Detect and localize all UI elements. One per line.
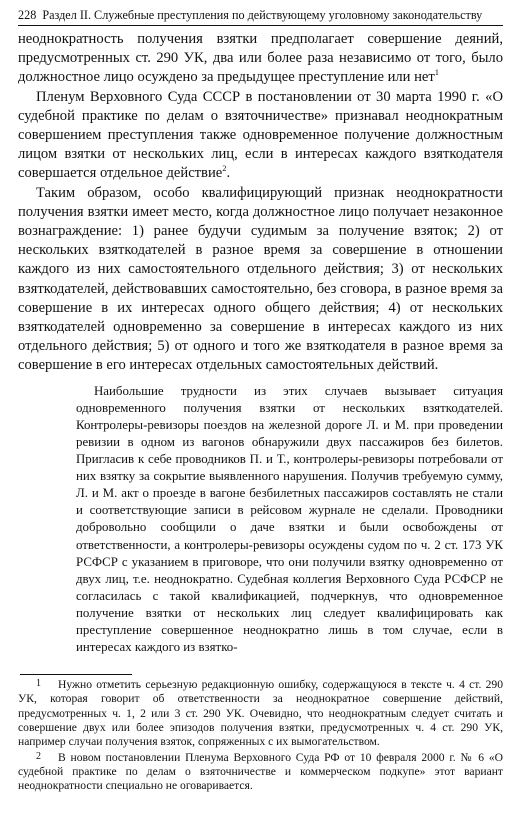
footnote-reference[interactable]: 2	[222, 163, 227, 174]
footnote	[18, 677, 503, 749]
footnote-marker: 2	[36, 750, 41, 762]
page-number: 228	[18, 8, 37, 22]
footnote-marker: 1	[36, 678, 41, 690]
running-header	[18, 8, 503, 26]
footnote-text: В новом постановлении Пленума Верховного Суда РФ от 10 февраля 2000 г. № 6 «О судебной практике по делам о взяточничестве и коммерческом подкупе» этот вариант неоднократности специально не оговаривается.	[18, 750, 503, 793]
paragraph	[18, 30, 503, 88]
footnote	[18, 750, 503, 794]
footnote-divider	[20, 674, 132, 675]
paragraph-end: .	[226, 165, 231, 182]
footnote-reference[interactable]: 1	[434, 67, 440, 78]
case-example	[76, 383, 503, 657]
paragraph-text: Пленум Верховного Суда СССР в постановлении от 30 марта 1990 г. «О судебной практике по делам о взяточничестве» признавал неоднократным совершением преступления также одновременное получение должностным лицом взятки от нескольких лиц, если в интересах каждого взяткодателя совершается отдельное действие	[18, 88, 503, 182]
paragraph	[18, 88, 503, 184]
main-text	[18, 30, 503, 376]
paragraph: Таким образом, особо квалифицирующий признак неоднократности получения взятки имеет место, когда должностное лицо получает незаконное вознаграждение: 1) ранее будучи судимым за получение взяток; 2) от нескольких взяткодателей в разное время за совершение в отношении каждого из них самостоятельного отдельного действия; 3) от нескольких взяткодателей, действовавших самостоятельно, без сговора, в разное время за совершение в их интересах одного общего действия; 4) от нескольких взяткодателей одновременно за совершение в интересах каждого из них отдельного действия; 5) от одного и того же взяткодателя в разное время за совершение в его интересах отдельных самостоятельных действий.	[18, 184, 503, 374]
paragraph-text: неоднократность получения взятки предполагает совершение деяний, предусмотренных ст. 290 УК, два или более раза независимо от того, было должностное лицо осуждено за предыдущее преступление или нет	[18, 31, 503, 86]
footnote-text: Нужно отметить серьезную редакционную ошибку, содержащуюся в тексте ч. 4 ст. 290 УК, которая говорит об ответственности за неоднократное совершение действий, предусмотренных ч. 1, 2 или 3 ст. 290 УК. Очевидно, что неоднократным следует считать и совершение двух или более эпизодов получения взятки, предусмотренных ч. 4 ст. 290 УК, например случаи получения взяток, сопряженных с их вымогательством.	[18, 678, 503, 749]
section-title: Раздел II. Служебные преступления по действующему уголовному законодательству	[42, 8, 483, 22]
footnotes	[18, 677, 503, 793]
example-paragraph: Наибольшие трудности из этих случаев вызывает ситуация одновременного получения взятки от нескольких взяткодателей. Контролеры-ревизоры поездов на железной дороге Л. и М. при проведении ревизии в одном из вагонов обнаружили двух пассажиров без билетов. Пригласив к себе проводников П. и Т., контролеры-ревизоры потребовали от них взятку за сокрытие выявленного нарушения. Получив требуемую сумму, Л. и М. акт о проезде в вагоне безбилетных пассажиров составлять не стали и соответствующие записи в рейсовом журнале не сделали. Проводники добровольно сообщили о даче взятки и были освобождены от ответственности, а контролеры-ревизоры осуждены судом по ч. 2 ст. 173 УК РСФСР с указанием в приговоре, что они получили взятку одновременно от двух лиц, т.е. неоднократно. Судебная коллегия Верховного Суда РСФСР не согласилась с такой квалификацией, подчеркнув, что одновременное получение взятки от нескольких лиц следует квалифицировать как преступление совершенное неоднократно лишь в том случае, если в интересах каждого из взятко-	[76, 383, 503, 655]
